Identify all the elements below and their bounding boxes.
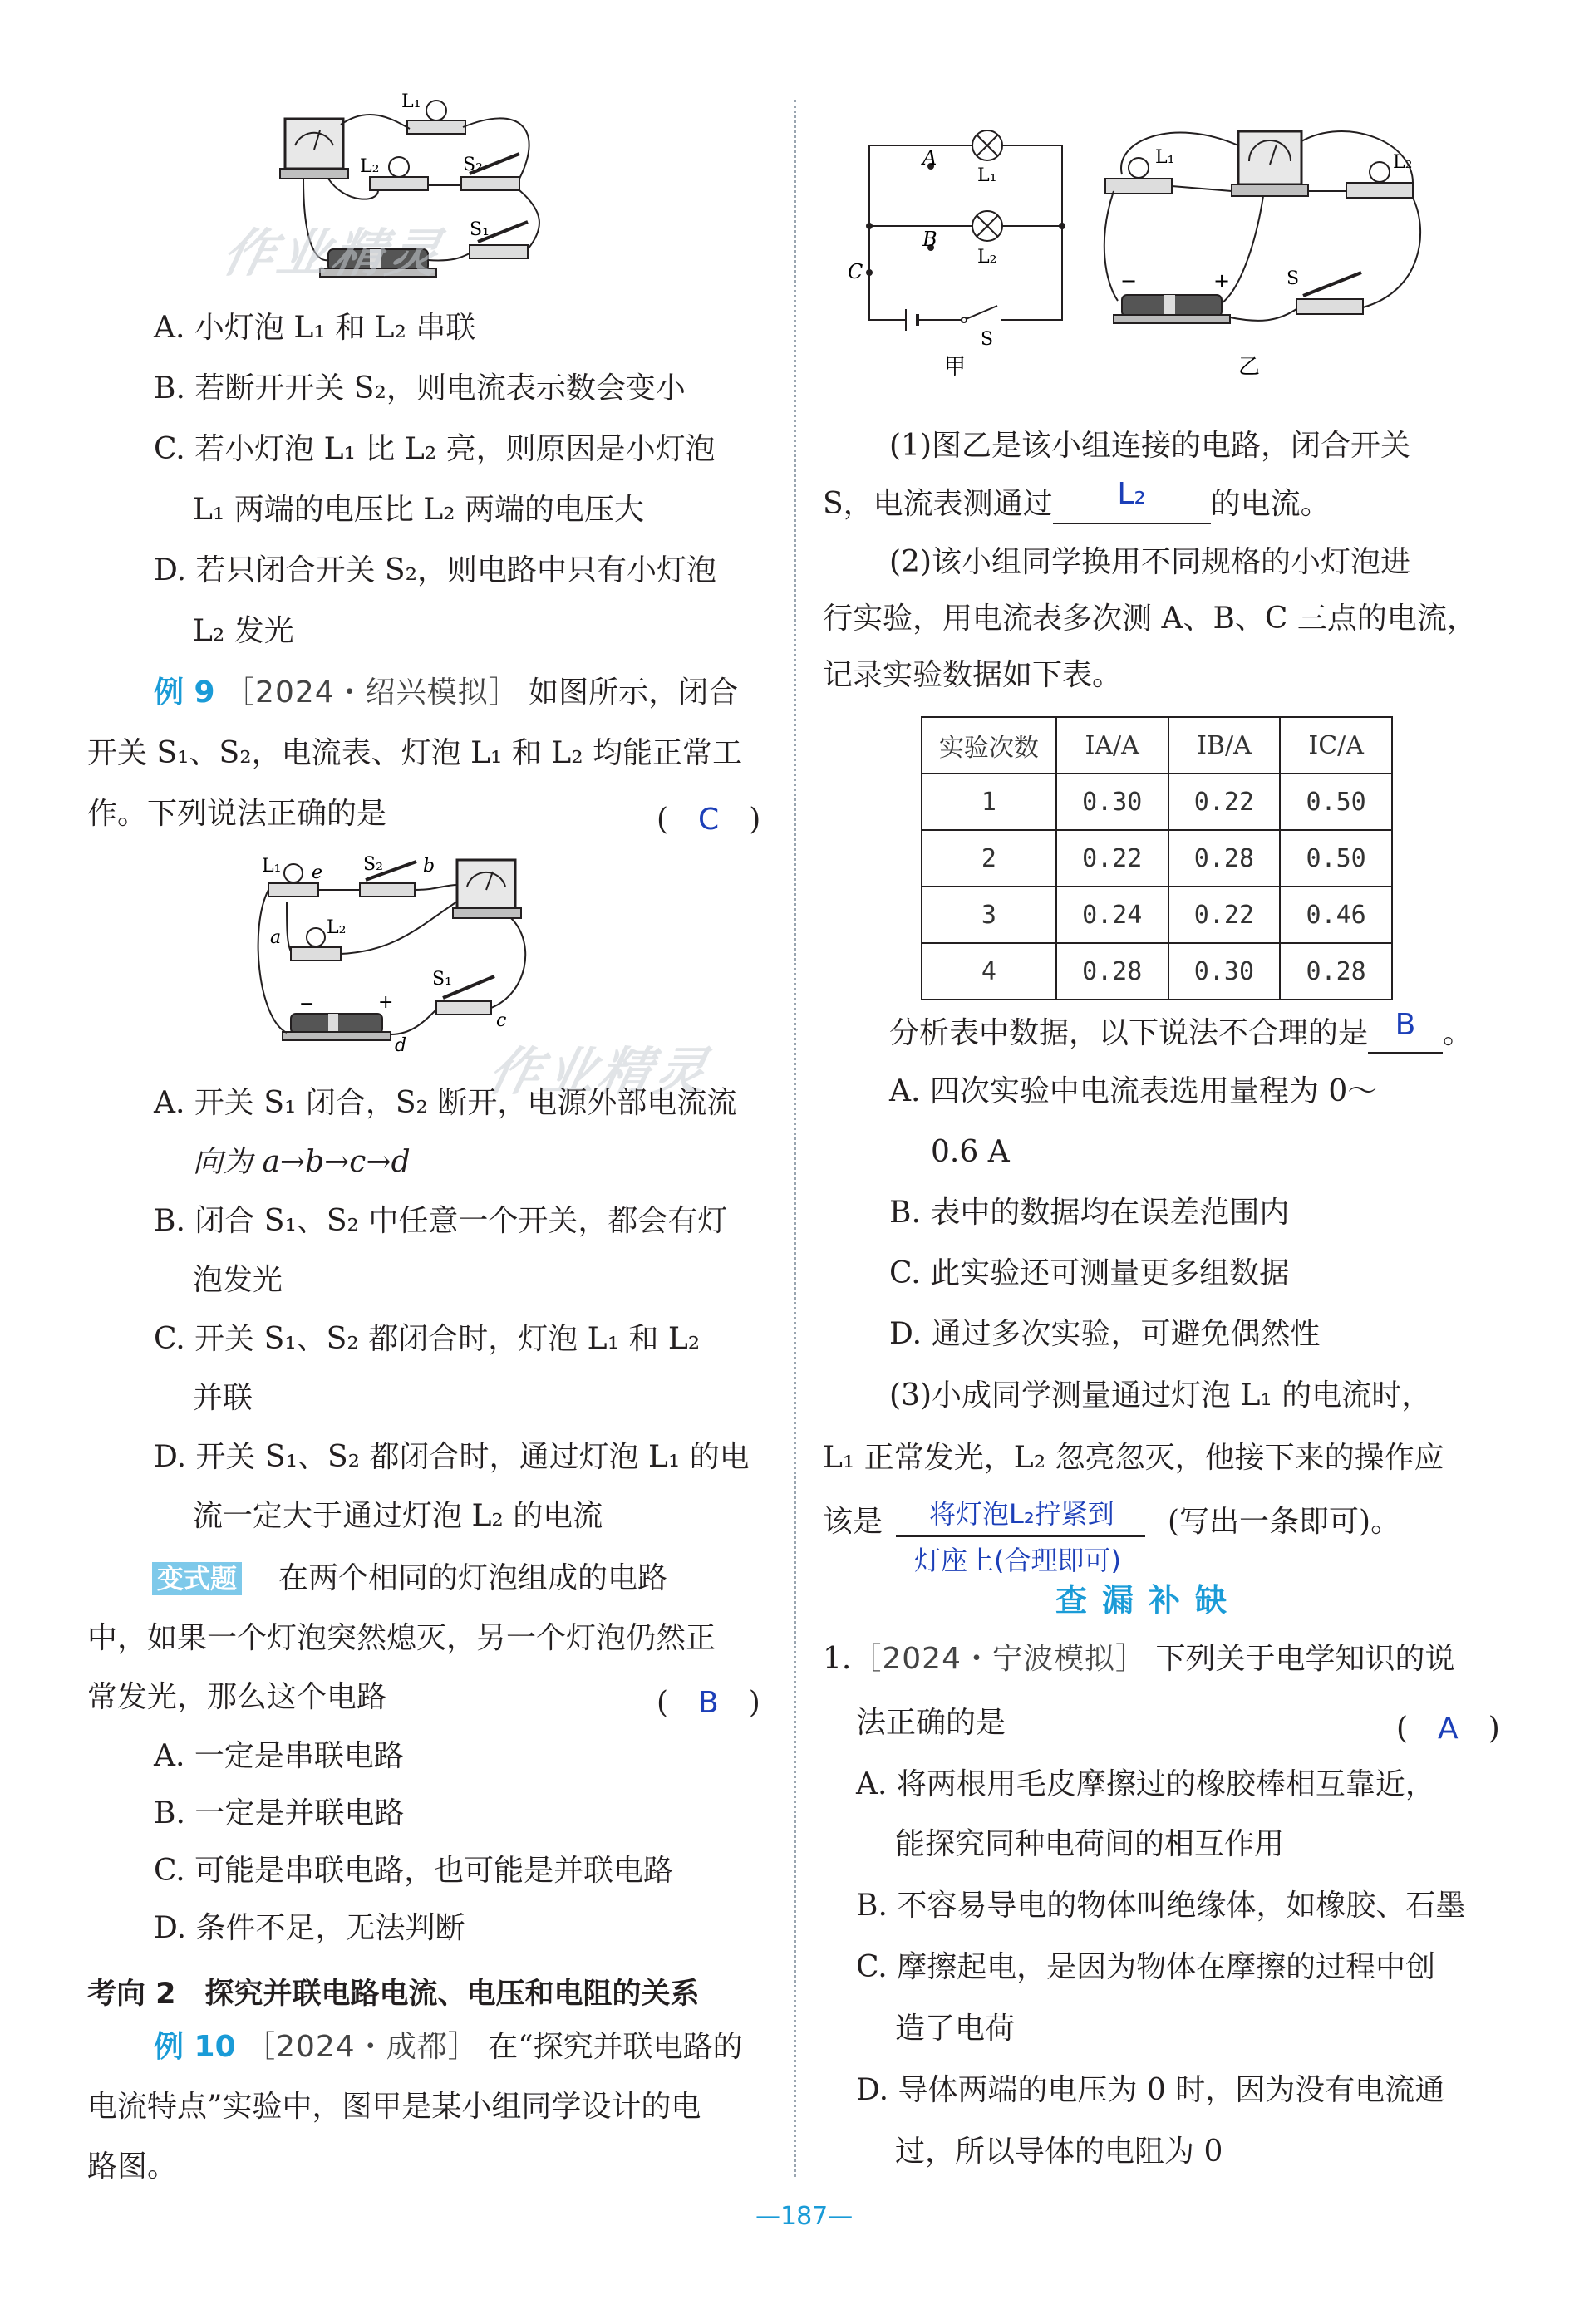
fig-jia-l1: L₁ [977,165,997,186]
q1-answer-blank [1053,477,1211,524]
ex9-fig-l2: L₂ [327,917,347,938]
p1-option-c-line2: 造了电荷 [895,2012,1016,2046]
table-cell: 0.30 [1056,774,1168,830]
ammeter-icon [1232,131,1308,196]
ex9-circuit-figure [253,852,544,1055]
table-header: IB/A [1168,717,1281,774]
q2b-answer: B [1395,1008,1416,1042]
table-header: 实验次数 [922,717,1056,774]
section-tag-review: 查漏补缺 [1055,1582,1242,1619]
fig-yi-minus: − [1120,269,1138,292]
fig-jia-l2: L₂ [977,247,997,268]
table-cell: 0.24 [1056,887,1168,943]
q8-option-b: B. 若断开开关 S₂，则电流表示数会变小 [154,371,686,405]
table-header-row [922,717,1392,774]
q8-option-d-line1: D. 若只闭合开关 S₂，则电路中只有小灯泡 [154,553,717,587]
battery-icon [283,1014,391,1040]
p1-option-a-line1: A. 将两根用毛皮摩擦过的橡胶棒相互靠近， [856,1767,1435,1801]
ex9-fig-s1: S₁ [432,969,452,990]
q3-pre: 该是 [823,1505,883,1539]
p1-text-1: 下列关于电学知识的说 [1155,1642,1455,1676]
table-cell: 1 [922,774,1056,830]
ex9-option-d-line1: D. 开关 S₁、S₂ 都闭合时，通过灯泡 L₁ 的电 [154,1440,750,1474]
ex9-option-b-line2: 泡发光 [193,1263,283,1297]
ex9-text-1: 如图所示，闭合 [529,676,739,710]
q8-option-c-line2: L₁ 两端的电压比 L₂ 两端的电压大 [193,493,645,527]
ex9-stem-line3: 作。下列说法正确的是 [87,797,387,831]
ex10-label: 例 10 [154,2030,236,2064]
table-header: IC/A [1280,717,1392,774]
p1-source: ［2024・宁波模拟］ [851,1642,1146,1676]
fig8-label-s2: S₂ [463,155,483,175]
fig-yi-l1: L₁ [1155,147,1175,168]
ex9-option-a-line1: A. 开关 S₁ 闭合，S₂ 断开，电源外部电流流 [154,1086,737,1120]
ex9-stem-line2: 开关 S₁、S₂，电流表、灯泡 L₁ 和 L₂ 均能正常工 [87,736,743,770]
table-row [922,943,1392,1000]
table-row [922,774,1392,830]
q3-line2: L₁ 正常发光，L₂ 忽亮忽灭，他接下来的操作应 [823,1441,1444,1475]
variant-option-c: C. 可能是串联电路，也可能是并联电路 [154,1854,674,1888]
q2b-option-a-line2: 0.6 A [931,1135,1010,1169]
ex9-answer: C [698,803,720,837]
p1-option-d-line2: 过，所以导体的电阻为 0 [895,2135,1223,2169]
ex9-fig-l1: L₁ [262,856,282,877]
page-number: —187— [755,2202,854,2231]
ammeter-icon [453,860,521,918]
ex9-answer-paren: ( C ) [657,803,761,837]
watermark-2: 作业精灵 [483,1041,716,1102]
q1-post: 的电流。 [1210,487,1331,521]
variant-stem-line3: 常发光，那么这个电路 [87,1680,387,1714]
q2b-option-a-line1: A. 四次实验中电流表选用量程为 0～ [889,1074,1378,1108]
ex9-fig-b: b [423,856,435,877]
q1-pre: S，电流表测通过 [823,487,1053,521]
column-divider [794,100,796,2177]
variant-stem-line2: 中，如果一个灯泡突然熄灭，另一个灯泡仍然正 [87,1621,716,1655]
ex9-option-c-line2: 并联 [193,1381,253,1415]
q1-line1: (1)图乙是该小组连接的电路，闭合开关 [889,429,1410,463]
table-cell: 0.28 [1168,830,1281,887]
ex9-option-b-line1: B. 闭合 S₁、S₂ 中任意一个开关，都会有灯 [154,1204,728,1238]
q1-line2 [823,477,1331,524]
variant-option-d: D. 条件不足，无法判断 [154,1911,465,1945]
switch-s-icon [1296,273,1363,314]
p1-option-b: B. 不容易导电的物体叫绝缘体，如橡胶、石墨 [856,1889,1466,1923]
battery-icon [1114,295,1230,323]
p1-option-d-line1: D. 导体两端的电压为 0 时，因为没有电流通 [856,2073,1445,2107]
lamp-l1-symbol-icon [972,130,1002,160]
p1-option-c-line1: C. 摩擦起电，是因为物体在摩擦的过程中创 [856,1950,1436,1984]
ex9-fig-a: a [270,927,282,948]
fig-yi-caption: 乙 [1238,355,1261,380]
ex9-fig-e: e [312,862,323,883]
q3-answer-line2: 灯座上(合理即可) [914,1545,1121,1576]
table-cell: 0.30 [1168,943,1281,1000]
p1-line2: 法正确的是 [856,1706,1006,1740]
table-cell: 0.22 [1168,887,1281,943]
p1-line1 [823,1641,1454,1678]
q2b-pre: 分析表中数据，以下说法不合理的是 [889,1016,1369,1050]
table-row [922,830,1392,887]
fig-jia-point-b: B [922,228,937,251]
q2-line1: (2)该小组同学换用不同规格的小灯泡进 [889,545,1410,579]
ammeter-icon [280,119,348,179]
q2-line2: 行实验，用电流表多次测 A、B、C 三点的电流， [823,602,1477,636]
ex9-fig-plus: + [378,992,394,1013]
ex10-text-1: 在“探究并联电路的 [488,2030,743,2064]
ex9-option-a-line2: 向为 a→b→c→d [193,1145,411,1179]
variant-option-a: A. 一定是串联电路 [154,1739,404,1773]
fig-jia-s: S [981,329,994,350]
q3-answer-blank [896,1501,1145,1537]
ex10-stem-line3: 路图。 [87,2150,178,2184]
q8-option-d-line2: L₂ 发光 [193,614,294,648]
q8-option-a: A. 小灯泡 L₁ 和 L₂ 串联 [154,311,476,345]
table-cell: 0.28 [1280,943,1392,1000]
q3-answer-line1: 将灯泡L₂拧紧到 [929,1498,1114,1530]
fig-yi-l2: L₂ [1393,152,1413,173]
ex9-stem-line1 [154,675,738,711]
fig-yi-plus: + [1213,269,1231,292]
fig8-label-l1: L₁ [401,91,421,112]
ex9-fig-c: c [496,1010,507,1031]
fig-jia-caption: 甲 [944,355,967,380]
variant-option-b: B. 一定是并联电路 [154,1796,405,1830]
ex9-option-c-line1: C. 开关 S₁、S₂ 都闭合时，灯泡 L₁ 和 L₂ [154,1322,701,1356]
table-cell: 0.22 [1168,774,1281,830]
q2b-line [889,1008,1473,1054]
fig-yi-circuit-figure [1097,125,1446,382]
p1-answer-paren: ( A ) [1396,1712,1500,1746]
table-cell: 0.50 [1280,830,1392,887]
q8-option-c-line1: C. 若小灯泡 L₁ 比 L₂ 亮，则原因是小灯泡 [154,432,716,466]
variant-answer-paren: ( B ) [657,1686,760,1720]
table-cell: 0.46 [1280,887,1392,943]
fig8-label-s1: S₁ [470,219,490,240]
ex10-stem-line1 [154,2029,743,2066]
ex9-option-d-line2: 流一定大于通过灯泡 L₂ 的电流 [193,1499,603,1533]
q2-line3: 记录实验数据如下表。 [823,658,1123,692]
q2b-post: 。 [1443,1016,1473,1050]
q3-post: (写出一条即可)。 [1168,1505,1401,1539]
fig8-label-l2: L₂ [360,156,380,177]
p1-answer: A [1438,1712,1459,1746]
fig-jia-circuit-diagram [839,125,1080,382]
table-cell: 3 [922,887,1056,943]
q2b-answer-blank [1368,1008,1443,1054]
ex9-source: ［2024・绍兴模拟］ [224,676,519,710]
fig-jia-point-a: A [922,146,937,170]
ex10-stem-line2: 电流特点”实验中，图甲是某小组同学设计的电 [87,2090,701,2124]
p1-option-a-line2: 能探究同种电荷间的相互作用 [895,1827,1285,1861]
data-table [921,716,1393,1000]
table-cell: 0.28 [1056,943,1168,1000]
ex9-fig-s2: S₂ [363,854,383,875]
lamp-l2-symbol-icon [972,211,1002,241]
variant-stem-line1: 在两个相同的灯泡组成的电路 [278,1561,668,1595]
p1-num: 1. [823,1642,852,1676]
table-cell: 4 [922,943,1056,1000]
q1-answer: L₂ [1117,477,1146,511]
variant-label: 变式题 [152,1562,242,1595]
section-heading: 考向 2 探究并联电路电流、电压和电阻的关系 [87,1978,700,2011]
q2b-option-c: C. 此实验还可测量更多组数据 [889,1256,1290,1290]
ex9-fig-minus: − [299,994,315,1015]
table-cell: 0.22 [1056,830,1168,887]
q2b-option-d: D. 通过多次实验，可避免偶然性 [889,1317,1321,1351]
ex10-source: ［2024・成都］ [245,2030,479,2064]
q3-line1: (3)小成同学测量通过灯泡 L₁ 的电流时， [889,1378,1432,1413]
ex9-fig-d: d [395,1035,407,1055]
table-header: IA/A [1056,717,1168,774]
table-cell: 0.50 [1280,774,1392,830]
variant-answer: B [698,1686,719,1720]
table-cell: 2 [922,830,1056,887]
watermark: 作业精灵 [217,223,450,283]
fig-yi-s: S [1287,268,1300,289]
q2b-option-b: B. 表中的数据均在误差范围内 [889,1196,1290,1230]
table-row [922,887,1392,943]
fig-jia-point-c: C [848,260,863,283]
ex9-label: 例 9 [154,676,215,710]
